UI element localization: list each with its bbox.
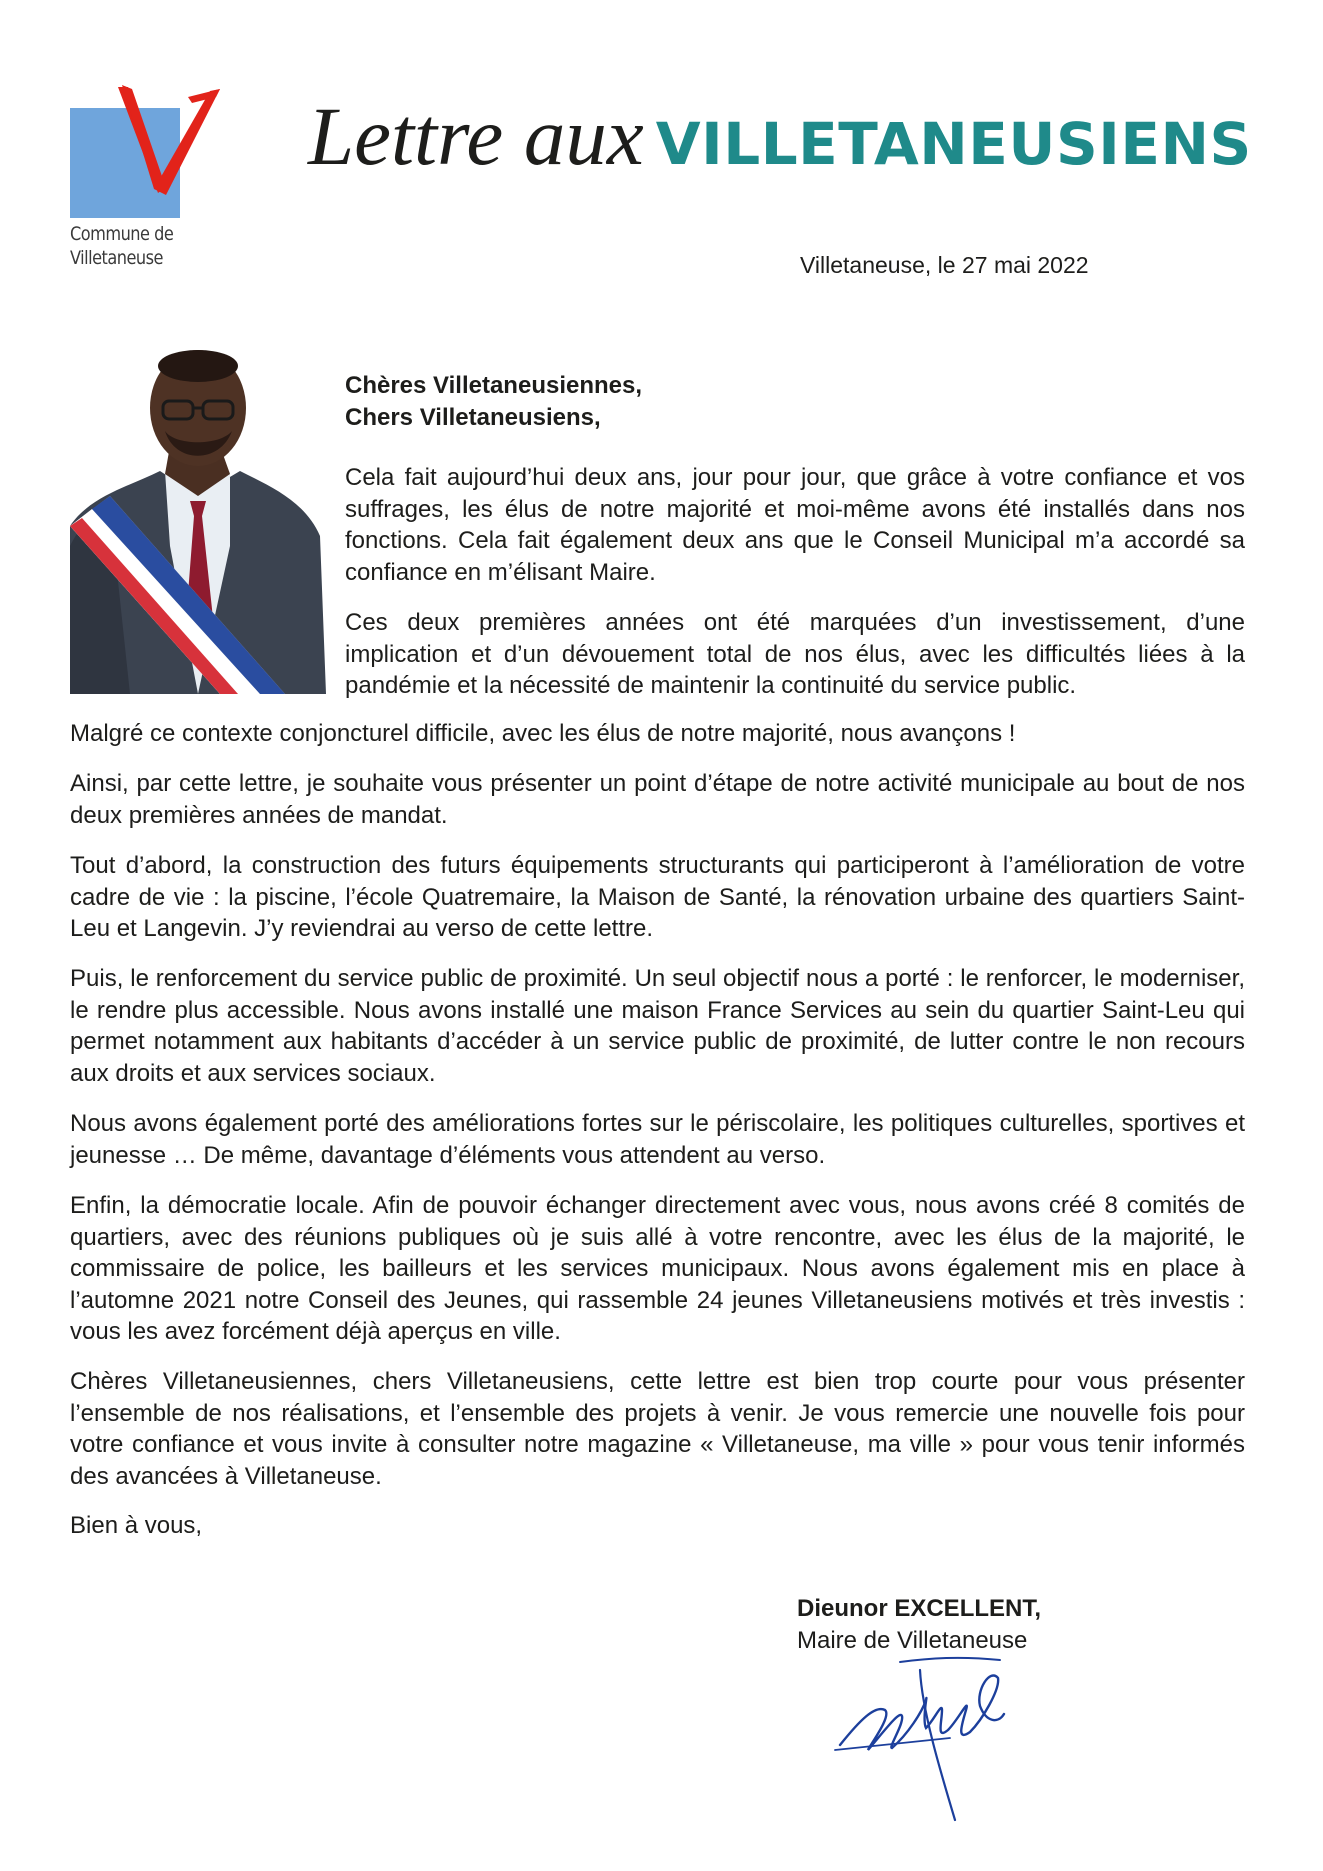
logo-text-line2: Villetaneuse <box>70 247 163 269</box>
greeting-line2: Chers Villetaneusiens, <box>345 404 601 431</box>
signatory-role: Maire de Villetaneuse <box>797 1627 1028 1654</box>
greeting-line1: Chères Villetaneusiennes, <box>345 372 643 399</box>
paragraph-3: Malgré ce contexte conjoncturel difficile, avec les élus de notre majorité, nous avançons ! <box>70 720 1016 747</box>
handwritten-signature <box>830 1650 1040 1830</box>
paragraph-6: Puis, le renforcement du service public de proximité. Un seul objectif nous a porté : le renforcer, le moderniser, le rendre plus accessible. Nous avons installé une maison France Services au sein du quartier Saint-Leu qui permet notamment aux habitants d’accéder à un service public de proximité, de lutter contre le non recours aux droits et aux services sociaux. <box>70 965 1245 1087</box>
signatory-name: Dieunor EXCELLENT, <box>797 1595 1042 1622</box>
logo-text <box>70 222 173 270</box>
paragraph-2: Ces deux premières années ont été marquées d’un investissement, d’une implication et d’un dévouement total de nos élus, avec les difficultés liées à la pandémie et la nécessité de maintenir la continuité du service public. <box>345 609 1245 699</box>
commune-logo <box>70 85 220 275</box>
portrait-illustration <box>70 346 326 694</box>
letter-title <box>308 88 1252 184</box>
title-script: Lettre aux <box>308 90 644 182</box>
paragraph-5: Tout d’abord, la construction des futurs équipements structurants qui participeront à l’amélioration de votre cadre de vie : la piscine, l’école Quatremaire, la Maison de Santé, la rénovation urbaine des quartiers Saint-Leu et Langevin. J’y reviendrai au verso de cette lettre. <box>70 852 1245 942</box>
letter-date: Villetaneuse, le 27 mai 2022 <box>800 252 1089 278</box>
title-bold: VILLETANEUSIENS <box>655 110 1252 178</box>
paragraph-8: Enfin, la démocratie locale. Afin de pouvoir échanger directement avec vous, nous avons créé 8 comités de quartiers, avec des réunions publiques où je suis allé à votre rencontre, avec les élus de la majorité, le commissaire de police, les bailleurs et les services municipaux. Nous avons également mis en place à l’automne 2021 notre Conseil des Jeunes, qui rassemble 24 jeunes Villetaneusiens motivés et très investis : vous les avez forcément déjà aperçus en ville. <box>70 1192 1245 1345</box>
logo-v-mark <box>70 85 220 225</box>
greeting <box>345 370 642 434</box>
paragraph-4: Ainsi, par cette lettre, je souhaite vous présenter un point d’étape de notre activité municipale au bout de nos deux premières années de mandat. <box>70 770 1245 829</box>
paragraph-9: Chères Villetaneusiennes, chers Villetaneusiens, cette lettre est bien trop courte pour vous présenter l’ensemble de nos réalisations, et l’ensemble des projets à venir. Je vous remercie une nouvelle fois pour votre confiance et vous invite à consulter notre magazine « Villetaneuse, ma ville » pour vous tenir informés des avancées à Villetaneuse. <box>70 1368 1245 1490</box>
paragraph-1: Cela fait aujourd’hui deux ans, jour pour jour, que grâce à votre confiance et vos suffrages, les élus de notre majorité et moi-même avons été installés dans nos fonctions. Cela fait également deux ans que le Conseil Municipal m’a accordé sa confiance en m’élisant Maire. <box>345 464 1245 586</box>
closing-line: Bien à vous, <box>70 1512 203 1539</box>
paragraph-7: Nous avons également porté des améliorations fortes sur le périscolaire, les politiques culturelles, sportives et jeunesse … De même, davantage d’éléments vous attendent au verso. <box>70 1110 1245 1169</box>
logo-text-line1: Commune de <box>70 223 174 245</box>
mayor-portrait <box>70 346 326 694</box>
